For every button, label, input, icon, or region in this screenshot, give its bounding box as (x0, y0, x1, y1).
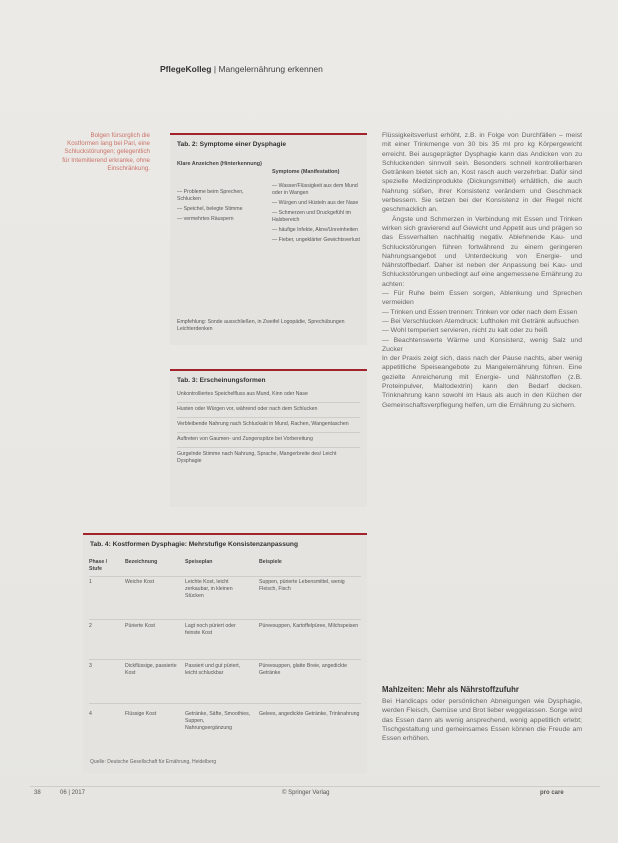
page-number: 38 (34, 790, 41, 796)
list-item: — Probleme beim Sprechen, Schlucken (177, 189, 244, 202)
column-header: Bezeichnung (125, 559, 158, 565)
table-footnote: Quelle: Deutsche Gesellschaft für Ernährung, Heidelberg (90, 759, 217, 765)
list-item: — Trinken und Essen trennen: Trinken vor oder nach dem Essen (382, 308, 578, 316)
list-item: — Wasser/Flüssigkeit aus dem Mund oder in Wangen (272, 183, 358, 196)
table-header-row (89, 559, 361, 577)
column-header: Klare Anzeichen (Hinterkennung) (177, 161, 262, 167)
table-cell: Püreesuppen, Kartoffelpüree, Milchspeisen (259, 623, 359, 629)
header-topic: Mangelernährung erkennen (218, 64, 323, 74)
issue-label: 06 | 2017 (60, 790, 85, 796)
list-item: — Bei Verschlucken Atemdruck: Luftholen mit Getränk aufsuchen (382, 317, 579, 325)
paragraph: In der Praxis zeigt sich, dass nach der Pause nachts, aber wenig appetitliche Speiseangebote zu Mangelernährung führen. Eine gezielte Anreicherung mit Energie- und Nährstoffen (z.B. Proteinpulver, Maltodextrin) kann den Bedarf decken. Trinknahrung kann sowohl im Haus als auch in den Küchen der Gemeinschaftsverpflegung helfen, um die Ernährung zu sichern. (382, 355, 582, 409)
table-forms (170, 369, 367, 507)
table-row: Unkontrolliertes Speichelfluss aus Mund, Kinn oder Nase (177, 388, 360, 403)
bullet-list (382, 289, 582, 354)
list-item: — vermehrtes Räuspern (177, 216, 234, 222)
table-row (89, 711, 361, 751)
journal-name: pro care (540, 790, 564, 796)
list-item: — häufige Infekte, Akne/Unreinheiten (272, 227, 358, 233)
table-cell: 2 (89, 623, 92, 629)
table-row: Auftreten von Gaumen- und Zungenspitze bei Vorbereitung (177, 433, 360, 448)
table-cell: Getränke, Säfte, Smoothies, Suppen, Nahrungsergänzung (185, 711, 251, 731)
list-item: — Wohl temperiert servieren, nicht zu kalt oder zu heiß (382, 327, 548, 335)
table-title: Tab. 3: Erscheinungsformen (177, 377, 266, 384)
list-item: — Für Ruhe beim Essen sorgen, Ablenkung und Sprechen vermeiden (382, 290, 582, 307)
column-header: Phase / Stufe (89, 559, 108, 572)
table-cell: Pürierte Kost (125, 623, 155, 629)
table-title: Tab. 2: Symptome einer Dysphagie (177, 141, 287, 148)
column-header: Symptome (Manifestation) (272, 169, 340, 175)
table-row: Gurgelnde Stimme nach Nahrung, Sprache, Mangerbreite des/ Leicht Dysphagie (177, 451, 337, 464)
column-header: Speiseplan (185, 559, 213, 565)
table-cell: Suppen, pürierte Lebensmittel, wenig Fleisch, Fisch (259, 579, 345, 592)
table-cell: 1 (89, 579, 92, 585)
paragraph: Bei Handicaps oder persönlichen Abneigungen wie Dysphagie, werden Fleisch, Gemüse und Brot lieber weggelassen. Sorge wird das Essen dann als wenig ansprechend, wenig appetitlich erlebt; Tischgestaltung und gemeinsames Essen können die Freude am Essen erhöhen. (382, 698, 582, 743)
table-cell: Dickflüssige, passierte Kost (125, 663, 177, 676)
column-header: Beispiele (259, 559, 282, 565)
table-row (89, 623, 361, 660)
list-item: — Fieber, ungeklärter Gewichtsverlust (272, 237, 360, 243)
publisher-label: © Springer Verlag (282, 790, 330, 796)
table-diet-levels (83, 533, 367, 773)
table-row (89, 663, 361, 704)
section-heading: Mahlzeiten: Mehr als Nährstoffzufuhr (382, 685, 519, 694)
table-row: Husten oder Würgen vor, während oder nach dem Schlucken (177, 403, 360, 418)
table-title: Tab. 4: Kostformen Dysphagie: Mehrstufige Konsistenzanpassung (90, 541, 298, 548)
running-header (160, 64, 323, 74)
table-cell: Lagt noch püriert oder feinste Kost (185, 623, 236, 636)
table-cell: Weiche Kost (125, 579, 155, 585)
header-separator: | (213, 64, 217, 74)
table-cell: 3 (89, 663, 92, 669)
table-cell: Püreesuppen, glatte Breie, angedickte Getränke (259, 663, 347, 676)
table-cell: 4 (89, 711, 92, 717)
article-body (382, 131, 582, 410)
table-cell: Gelees, angedickte Getränke, Trinknahrung (259, 711, 360, 717)
list-item: — Speichel, belegte Stimme (177, 206, 243, 212)
paragraph: Ängste und Schmerzen in Verbindung mit Essen und Trinken wirken sich gravierend auf Gewicht und Appetit aus und prägen so das Essverhalten nachhaltig negativ. Ablehnende Kau- und Schluckstörungen führen fortwährend zu einem geringeren Nahrungsangebot und Unterdeckung von Energie- und Nährstoffbedarf. Daher ist neben der Anpassung bei Kau- und Schluckstörungen unbedingt auf eine angemessene Ernährung zu achten: (382, 215, 582, 288)
list-item: — Schmerzen und Druckgefühl im Halsbereich (272, 210, 351, 223)
side-note: Bolgen fürsorglich die Kostformen lang bei Pari, eine Schluckstörungen; gelegentlich für Intemitierend erkranke, ohne Einschränkung. (62, 132, 150, 172)
footer-rule (30, 786, 600, 787)
table-row (89, 579, 361, 620)
table-symptoms (170, 133, 367, 345)
table-row: Verbleibende Nahrung nach Schluckakt in Mund, Rachen, Wangentaschen (177, 418, 360, 433)
column-list-signs (177, 189, 265, 223)
table-cell: Passiert und gut püriert, leicht schluckbar (185, 663, 241, 676)
column-list-symptoms (272, 183, 362, 244)
list-item: — Würgen und Hüsteln aus der Nase (272, 200, 359, 206)
table-cell: Leichte Kost, leicht zerkaubar, in kleinen Stücken (185, 579, 233, 599)
paragraph: Flüssigkeitsverlust erhöht, z.B. in Folge von Durchfällen – meist mit einer Trinkmenge von 30 bis 35 ml pro kg Körpergewicht erreicht. Bei ausgeprägter Dysphagie kann das Andicken von zu Schluckenden sinnvoll sein. Besonders schnell kontrollierbaren Getränken bietet sich an, Kost rasch auch verzehrbar. Dafür sind spezielle Medizinprodukte (Dickungsmittel) erhältlich, die auch Nahrung süßen, ihrer Konsistenz verändern und Geschmack verbessern. Sie setzen bei der Konsistenz in der Regel nicht geschmacklich an. (382, 132, 582, 214)
table-note: Empfehlung: Sonde ausschließen, in Zweifel Logopädie, Sprechübungen Leichterdenken (177, 319, 345, 332)
list-item: — Beachtenswerte Wärme und Konsistenz, wenig Salz und Zucker (382, 336, 582, 353)
table-cell: Flüssige Kost (125, 711, 157, 717)
header-brand: PflegeKolleg (160, 64, 212, 74)
